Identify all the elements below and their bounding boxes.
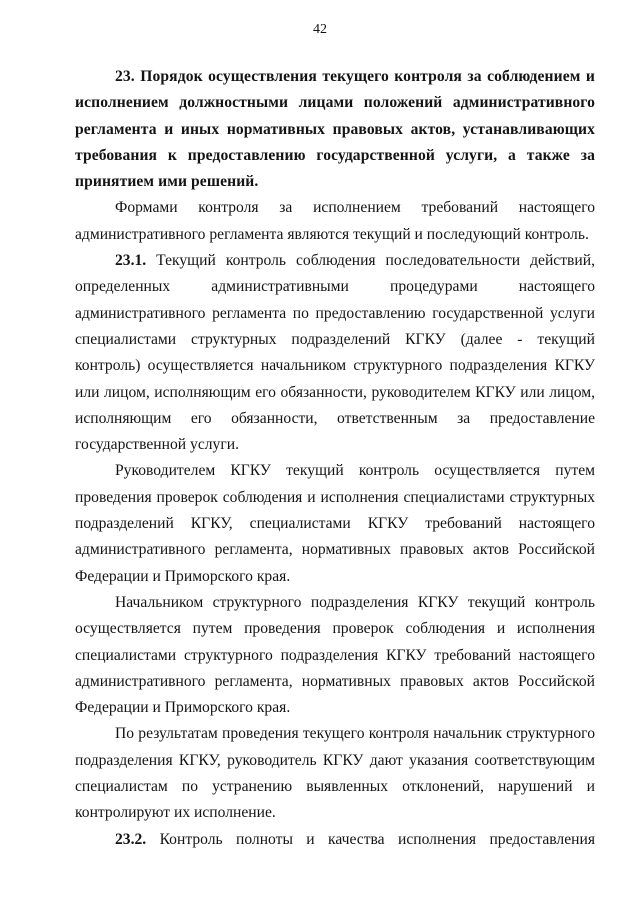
paragraph-text: Руководителем КГКУ текущий контроль осуществляется путем проведения проверок соблюдения и исполнения специалистами структурных подразделений КГКУ, специалистами КГКУ требований настоящего административного регламента, нормативных правовых актов Российской Федерации и Приморского края. [75, 462, 595, 585]
paragraph-23-1 [75, 248, 595, 458]
paragraph-head-control [75, 458, 595, 589]
paragraph-number: 23.1. [115, 252, 147, 270]
paragraph-division-head-control [75, 590, 595, 721]
paragraph-text: Текущий контроль соблюдения последовательности действий, определенных административными процедурами настоящего административного регламента по предоставлению государственной услуги специалистами структурных подразделений КГКУ (далее - текущий контроль) осуществляется начальником структурного подразделения КГКУ или лицом, исполняющим его обязанности, руководителем КГКУ или лицом, исполняющим его обязанности, ответственным за предоставление государственной услуги. [75, 252, 595, 454]
paragraph-number: 23.2. [115, 830, 147, 848]
section-heading-number: 23. [115, 68, 135, 85]
paragraph-forms-of-control [75, 195, 595, 248]
paragraph-23-2 [75, 827, 595, 853]
document-body [75, 64, 595, 853]
paragraph-text: Начальником структурного подразделения КГКУ текущий контроль осуществляется путем проведения проверок соблюдения и исполнения специалистами структурного подразделения КГКУ требований настоящего административного регламента, нормативных правовых актов Российской Федерации и Приморского края. [75, 593, 595, 717]
section-heading [75, 64, 595, 195]
section-heading-text: Порядок осуществления текущего контроля за соблюдением и исполнением должностными лицами положений административного регламента и иных нормативных правовых актов, устанавливающих требования к предоставлению государственной услуги, а также за принятием ими решений. [75, 68, 595, 191]
paragraph-text: Формами контроля за исполнением требований настоящего административного регламента являются текущий и последующий контроль. [75, 199, 595, 243]
paragraph-text: Контроль полноты и качества исполнения предоставления [159, 830, 595, 848]
page-number: 42 [313, 22, 327, 37]
paragraph-control-results [75, 721, 595, 826]
paragraph-text: По результатам проведения текущего контроля начальник структурного подразделения КГКУ, руководитель КГКУ дают указания соответствующим специалистам по устранению выявленных отклонений, нарушений и контролируют их исполнение. [75, 725, 595, 822]
